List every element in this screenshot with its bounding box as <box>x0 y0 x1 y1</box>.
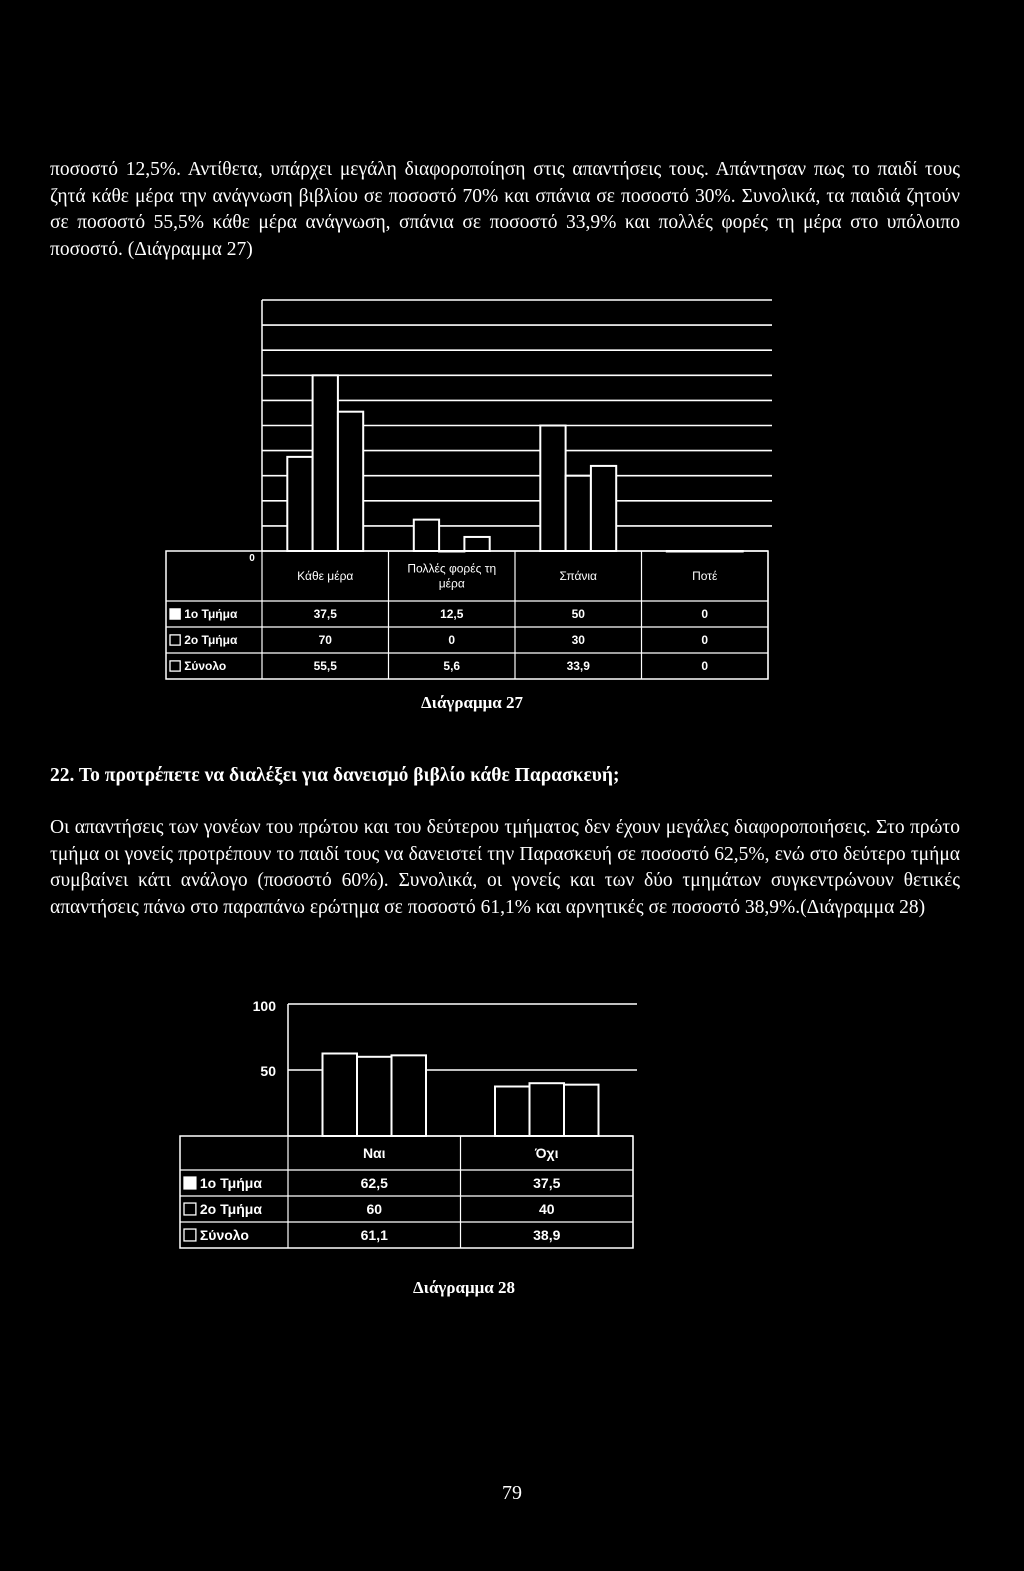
data-label: 12,5 <box>440 607 464 622</box>
chart-diagram-27 <box>0 0 1024 720</box>
paragraph-top: ποσοστό 12,5%. Αντίθετα, υπάρχει μεγάλη διαφοροποίηση στις απαντήσεις τους. Απάντησαν πως το παιδί τους ζητά κάθε μέρα την ανάγνωση βιβλίου σε ποσοστό 70% και σπάνια σε ποσοστό 30%. Συνολικά, τα παιδιά ζητούν σε ποσοστό 55,5% κάθε μέρα ανάγνωση, σπάνια σε ποσοστό 33,9% και πολλές φορές τη μέρα στο υπόλοιπο ποσοστό. (Διάγραμμα 27) <box>50 159 960 260</box>
chart-bar <box>287 457 312 551</box>
chart-bar <box>530 1083 565 1136</box>
data-label: 37,5 <box>313 607 337 622</box>
chart-bar <box>313 375 338 551</box>
category-label: Ναι <box>362 1144 386 1161</box>
chart28-gridlines <box>288 1004 637 1136</box>
data-label: 0 <box>701 633 709 648</box>
legend-swatch <box>170 609 180 619</box>
series-name: 2ο Τμήμα <box>199 1200 262 1217</box>
series-name: Σύνολο <box>184 659 227 674</box>
category-label: Σπάνια <box>559 569 597 584</box>
series-name: 1ο Τμήμα <box>199 1174 262 1191</box>
data-label: 37,5 <box>533 1174 561 1191</box>
data-label: 0 <box>701 659 709 674</box>
chart27-data-table <box>166 551 768 679</box>
chart-bar <box>495 1087 530 1137</box>
data-label: 0 <box>448 633 456 648</box>
chart-bar <box>591 466 616 551</box>
chart-bar <box>338 412 363 551</box>
series-name: 1ο Τμήμα <box>184 607 238 622</box>
category-label: Πολλές φορές τη <box>407 561 497 576</box>
chart-bar <box>392 1055 427 1136</box>
data-label: 62,5 <box>360 1174 388 1191</box>
chart-bar <box>414 520 439 551</box>
paragraph-bottom: Οι απαντήσεις των γονέων του πρώτου και του δεύτερου τμήματος δεν έχουν μεγάλες διαφοροποιήσεις. Στο πρώτο τμήμα οι γονείς προτρέπουν το παιδί τους να δανειστεί την Παρασκευή σε ποσοστό 62,5%, ενώ στο δεύτερο τμήμα συμβαίνει κάτι ανάλογο (ποσοστό 60%). Συνολικά, οι γονείς και των δύο τμημάτων συγκεντρώνουν θετικές απαντήσεις πάνω στο παραπάνω ερώτημα σε ποσοστό 61,1% και αρνητικές σε ποσοστό 38,9%.(Διάγραμμα 28) <box>50 817 960 918</box>
chart28-data-table <box>180 1136 633 1248</box>
series-name: 2ο Τμήμα <box>184 633 238 648</box>
data-label: 40 <box>538 1200 555 1217</box>
category-label: Ποτέ <box>692 569 718 584</box>
chart-bar <box>323 1054 358 1137</box>
data-label: 30 <box>571 633 585 648</box>
chart-bar <box>540 426 565 552</box>
data-label: 38,9 <box>533 1226 561 1243</box>
data-table-border <box>180 1136 633 1248</box>
legend-swatch <box>184 1229 196 1241</box>
legend-swatch <box>184 1177 196 1189</box>
data-label: 0 <box>701 607 709 622</box>
data-label: 55,5 <box>313 659 337 674</box>
chart28-ytick-50: 50 <box>260 1063 276 1079</box>
category-label: μέρα <box>438 576 465 591</box>
legend-swatch <box>170 661 180 671</box>
data-label: 60 <box>366 1200 383 1217</box>
category-label: Όχι <box>535 1144 559 1161</box>
chart-bar <box>464 537 489 551</box>
legend-swatch <box>184 1203 196 1215</box>
data-label: 5,6 <box>443 659 461 674</box>
chart27-ytick-0: 0 <box>249 553 255 564</box>
chart27-bars <box>287 375 742 551</box>
chart28-bars <box>323 1054 599 1137</box>
series-name: Σύνολο <box>199 1226 249 1243</box>
chart-bar <box>564 1085 599 1136</box>
data-label: 33,9 <box>566 659 590 674</box>
legend-swatch <box>170 635 180 645</box>
page-number: 79 <box>502 1482 522 1504</box>
category-label: Κάθε μέρα <box>297 569 354 584</box>
chart-bar <box>566 476 591 551</box>
data-label: 61,1 <box>360 1226 388 1243</box>
data-label: 50 <box>571 607 585 622</box>
chart28-title: Διάγραμμα 28 <box>413 1278 515 1297</box>
chart28-ytick-100: 100 <box>252 998 276 1014</box>
data-label: 70 <box>318 633 332 648</box>
chart-bar <box>357 1057 392 1136</box>
question-22-heading: 22. Το προτρέπετε να διαλέξει για δανεισμό βιβλίο κάθε Παρασκευή; <box>50 765 620 786</box>
chart27-title: Διάγραμμα 27 <box>421 693 523 712</box>
